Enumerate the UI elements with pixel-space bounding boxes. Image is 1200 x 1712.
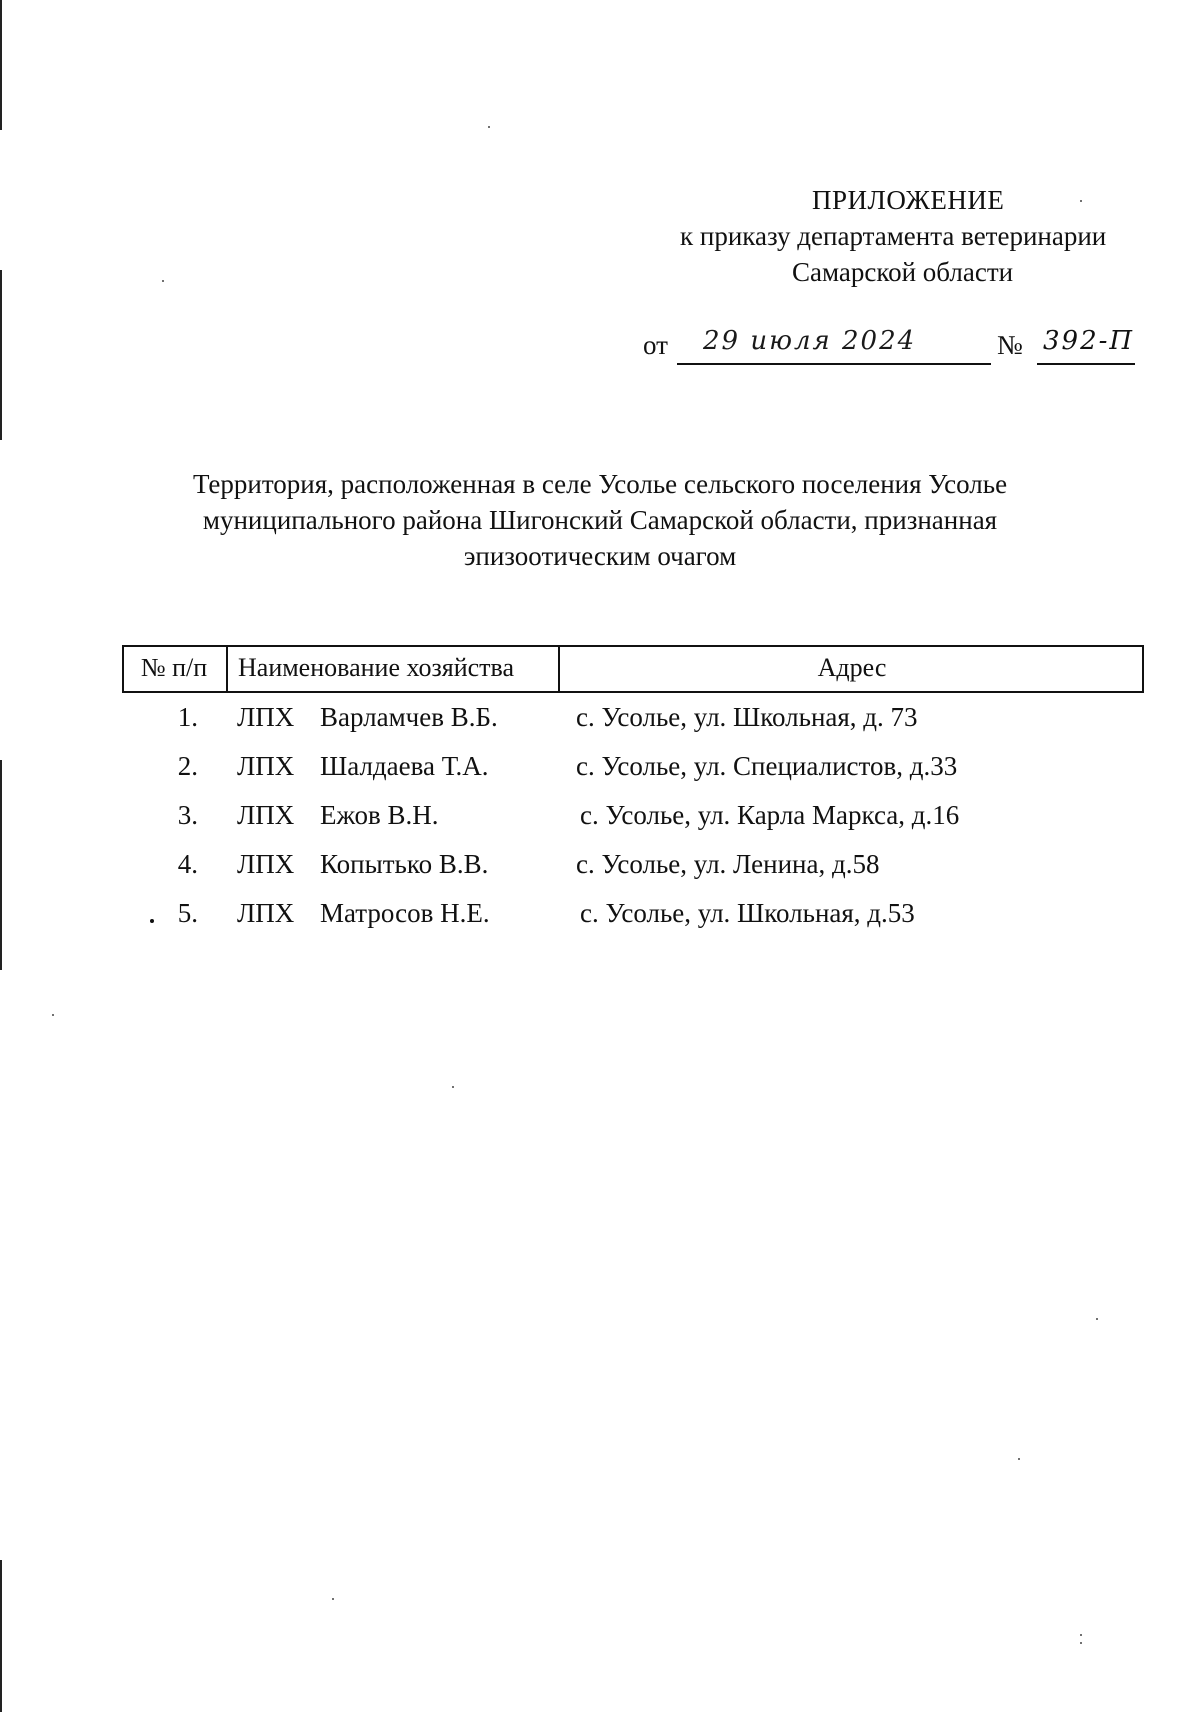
order-number-field	[1037, 327, 1135, 365]
row-number: 2.	[177, 751, 198, 781]
header-number: № п/п	[140, 653, 208, 682]
table-body	[122, 693, 1144, 938]
row-number: 3.	[177, 800, 198, 830]
scan-speck	[452, 1086, 454, 1088]
scan-edge-mark	[0, 1560, 2, 1712]
table-row	[122, 791, 1144, 840]
scan-speck	[488, 126, 490, 128]
appendix-title: ПРИЛОЖЕНИЕ	[812, 185, 1005, 215]
row-farm-owner: Шалдаева Т.А.	[320, 751, 489, 781]
row-address: с. Усолье, ул. Школьная, д.53	[580, 898, 915, 928]
header-farm-name: Наименование хозяйства	[226, 647, 558, 691]
order-date-field	[677, 327, 991, 365]
document-heading	[150, 466, 1050, 574]
row-farm-owner: Варламчев В.Б.	[320, 702, 498, 732]
appendix-order-line: к приказу департамента ветеринарии	[680, 221, 1107, 251]
appendix-region-line: Самарской области	[792, 257, 1014, 287]
scan-edge-mark	[0, 0, 2, 130]
scan-speck	[162, 280, 164, 282]
scan-speck	[1080, 1642, 1082, 1644]
heading-line: муниципального района Шигонский Самарской области, признанная	[202, 505, 998, 535]
row-farm-type: ЛПХ	[237, 751, 295, 781]
order-from-label: от	[643, 330, 668, 360]
scan-edge-mark	[0, 760, 2, 970]
row-number: 4.	[177, 849, 198, 879]
row-address: с. Усолье, ул. Карла Маркса, д.16	[580, 800, 960, 830]
table-row	[122, 889, 1144, 938]
scan-speck	[1018, 1458, 1020, 1460]
scan-edge-mark	[0, 270, 2, 440]
row-farm-type: ЛПХ	[237, 898, 295, 928]
table-header	[122, 645, 1144, 693]
table-row	[122, 840, 1144, 889]
row-number: 5.	[177, 898, 198, 928]
table-row	[122, 742, 1144, 791]
scan-speck	[332, 1598, 334, 1600]
row-farm-type: ЛПХ	[237, 702, 295, 732]
order-date: 29 июля 2024	[703, 326, 917, 356]
scan-speck	[1096, 1318, 1098, 1320]
row-farm-owner: Матросов Н.Е.	[320, 898, 490, 928]
order-number: 392-П	[1043, 326, 1135, 356]
order-details	[643, 327, 1137, 367]
row-address: с. Усолье, ул. Школьная, д. 73	[576, 702, 918, 732]
table-row	[122, 693, 1144, 742]
row-farm-owner: Ежов В.Н.	[320, 800, 439, 830]
scan-speck	[52, 1014, 54, 1016]
heading-line: эпизоотическим очагом	[463, 541, 737, 571]
heading-line: Территория, расположенная в селе Усолье сельского поселения Усолье	[192, 469, 1008, 499]
row-farm-owner: Копытько В.В.	[320, 849, 489, 879]
scan-dot	[150, 919, 154, 923]
scan-speck	[1080, 1634, 1082, 1636]
row-farm-type: ЛПХ	[237, 800, 295, 830]
row-farm-type: ЛПХ	[237, 849, 295, 879]
row-address: с. Усолье, ул. Специалистов, д.33	[576, 751, 958, 781]
header-address: Адрес	[558, 647, 1144, 691]
row-number: 1.	[177, 702, 198, 732]
scan-speck	[1080, 200, 1082, 202]
order-number-label: №	[997, 330, 1023, 360]
farms-table	[122, 645, 1144, 938]
row-address: с. Усолье, ул. Ленина, д.58	[576, 849, 880, 879]
